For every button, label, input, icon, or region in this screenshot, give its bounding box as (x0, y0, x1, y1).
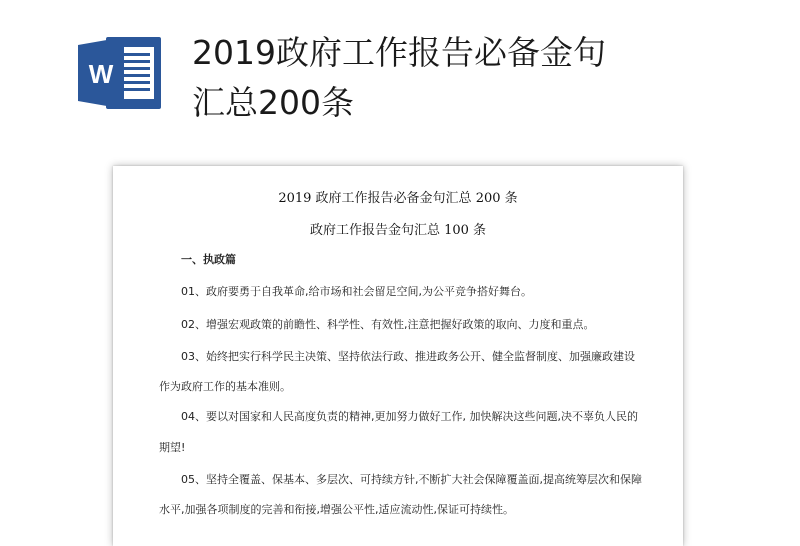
document-page (113, 166, 683, 546)
document-subtitle: 政府工作报告金句汇总 100 条 (309, 223, 487, 238)
paragraph-02: 02、增强宏观政策的前瞻性、科学性、有效性,注意把握好政策的取向、力度和重点。 (181, 318, 595, 331)
document-title: 2019 政府工作报告必备金句汇总 200 条 (278, 191, 518, 206)
word-document-icon (76, 33, 164, 113)
paragraph-05-line-2: 水平,加强各项制度的完善和衔接,增强公平性,适应流动性,保证可持续性。 (159, 503, 514, 516)
page-title-line-1: 2019政府工作报告必备金句 (192, 33, 606, 72)
page-title (192, 28, 712, 128)
header (0, 0, 800, 150)
paragraph-03-line-2: 作为政府工作的基本准则。 (159, 380, 291, 393)
paragraph-04-line-1: 04、要以对国家和人民高度负责的精神,更加努力做好工作, 加快解决这些问题,决不辜负人民的 (181, 410, 638, 423)
paragraph-04-line-2: 期望! (159, 441, 186, 454)
word-icon-letter: W (88, 59, 114, 89)
page-title-line-2: 汇总200条 (192, 83, 354, 122)
section-heading: 一、执政篇 (181, 253, 236, 266)
paragraph-03-line-1: 03、始终把实行科学民主决策、坚持依法行政、推进政务公开、健全监督制度、加强廉政建设 (181, 350, 635, 363)
paragraph-01: 01、政府要勇于自我革命,给市场和社会留足空间,为公平竞争搭好舞台。 (181, 285, 532, 298)
paragraph-05-line-1: 05、坚持全覆盖、保基本、多层次、可持续方针,不断扩大社会保障覆盖面,提高统筹层次和保障 (181, 473, 642, 486)
